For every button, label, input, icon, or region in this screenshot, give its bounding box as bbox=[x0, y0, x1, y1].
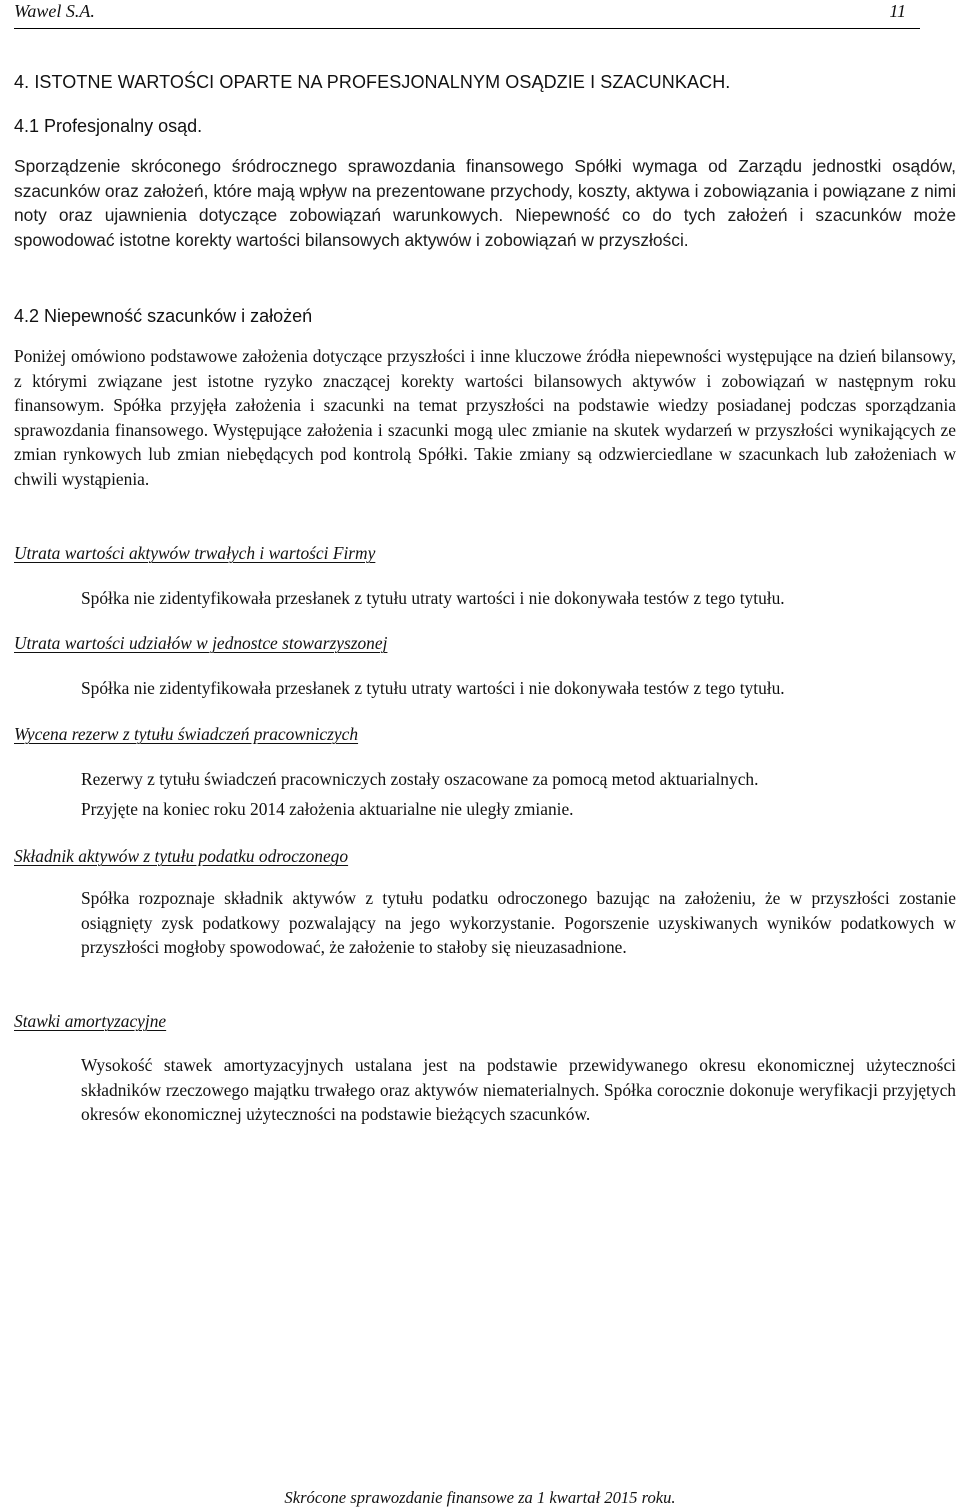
paragraph-professional-judgement: Sporządzenie skróconego śródrocznego sprawozdania finansowego Spółki wymaga od Zarządu jednostki osądów, szacunków oraz założeń, które mają wpływ na prezentowane przychody, koszty, aktywa i zobowiązania i powiązane z nimi noty oraz ujawnienia dotyczące zobowiązań warunkowych. Niepewność co do tych założeń i szacunków może spowodować istotne korekty wartości bilansowych aktywów i zobowiązań w przyszłości. bbox=[14, 156, 956, 251]
category-text-asset-impairment: Spółka nie zidentyfikowała przesłanek z tytułu utraty wartości i nie dokonywała testów z tego tytułu. bbox=[81, 588, 785, 608]
category-heading-associate-impairment: Utrata wartości udziałów w jednostce stowarzyszonej bbox=[14, 633, 388, 653]
page-number: 11 bbox=[889, 1, 906, 21]
category-text-depreciation-rates: Wysokość stawek amortyzacyjnych ustalana jest na podstawie przewidywanego okresu ekonomicznej użyteczności składników rzeczowego majątku trwałego oraz aktywów niematerialnych. Spółka corocznie dokonuje weryfikacji przyjętych okresów ekonomicznej użyteczności na podstawie bieżących szacunków. bbox=[81, 1055, 956, 1125]
category-text-associate-impairment: Spółka nie zidentyfikowała przesłanek z tytułu utraty wartości i nie dokonywała testów z tego tytułu. bbox=[81, 678, 785, 698]
page-header bbox=[14, 0, 920, 29]
category-heading-deferred-tax: Składnik aktywów z tytułu podatku odroczonego bbox=[14, 846, 349, 866]
paragraph-estimation-uncertainty: Poniżej omówiono podstawowe założenia dotyczące przyszłości i inne kluczowe źródła niepewności występujące na dzień bilansowy, z którymi związane jest istotne ryzyko znaczącej korekty wartości bilansowych aktywów i zobowiązań w następnym roku finansowym. Spółka przyjęła założenia i szacunki na temat przyszłości na podstawie wiedzy posiadanej podczas sporządzania sprawozdania finansowego. Występujące założenia i szacunki mogą ulec zmianie na skutek wydarzeń w przyszłości wynikających ze zmian rynkowych lub zmian niebędących pod kontrolą Spółki. Takie zmiany są odzwierciedlane w szacunkach lub założeniach w chwili wystąpienia. bbox=[14, 346, 956, 489]
company-name: Wawel S.A. bbox=[14, 1, 95, 21]
category-heading-employee-provisions: Wycena rezerw z tytułu świadczeń pracowniczych bbox=[14, 724, 359, 744]
subsection-title-4-1: 4.1 Profesjonalny osąd. bbox=[14, 116, 203, 136]
subsection-title-4-2: 4.2 Niepewność szacunków i założeń bbox=[14, 306, 313, 326]
category-text-employee-provisions: Rezerwy z tytułu świadczeń pracowniczych zostały oszacowane za pomocą metod aktuarialnych. bbox=[81, 769, 759, 789]
category-text-employee-provisions-2: Przyjęte na koniec roku 2014 założenia aktuarialne nie uległy zmianie. bbox=[81, 799, 574, 819]
page-footer: Skrócone sprawozdanie finansowe za 1 kwartał 2015 roku. bbox=[284, 1488, 676, 1507]
section-title: 4. ISTOTNE WARTOŚCI OPARTE NA PROFESJONALNYM OSĄDZIE I SZACUNKACH. bbox=[14, 72, 731, 92]
category-heading-depreciation-rates: Stawki amortyzacyjne bbox=[14, 1011, 167, 1031]
category-heading-asset-impairment: Utrata wartości aktywów trwałych i wartości Firmy bbox=[14, 543, 376, 563]
category-text-deferred-tax: Spółka rozpoznaje składnik aktywów z tytułu podatku odroczonego bazując na założeniu, że w przyszłości zostanie osiągnięty zysk podatkowy pozwalający na jego wykorzystanie. Pogorszenie uzyskiwanych wyników podatkowych w przyszłości mogłoby spowodować, że założenie to stałoby się nieuzasadnione. bbox=[81, 888, 956, 958]
